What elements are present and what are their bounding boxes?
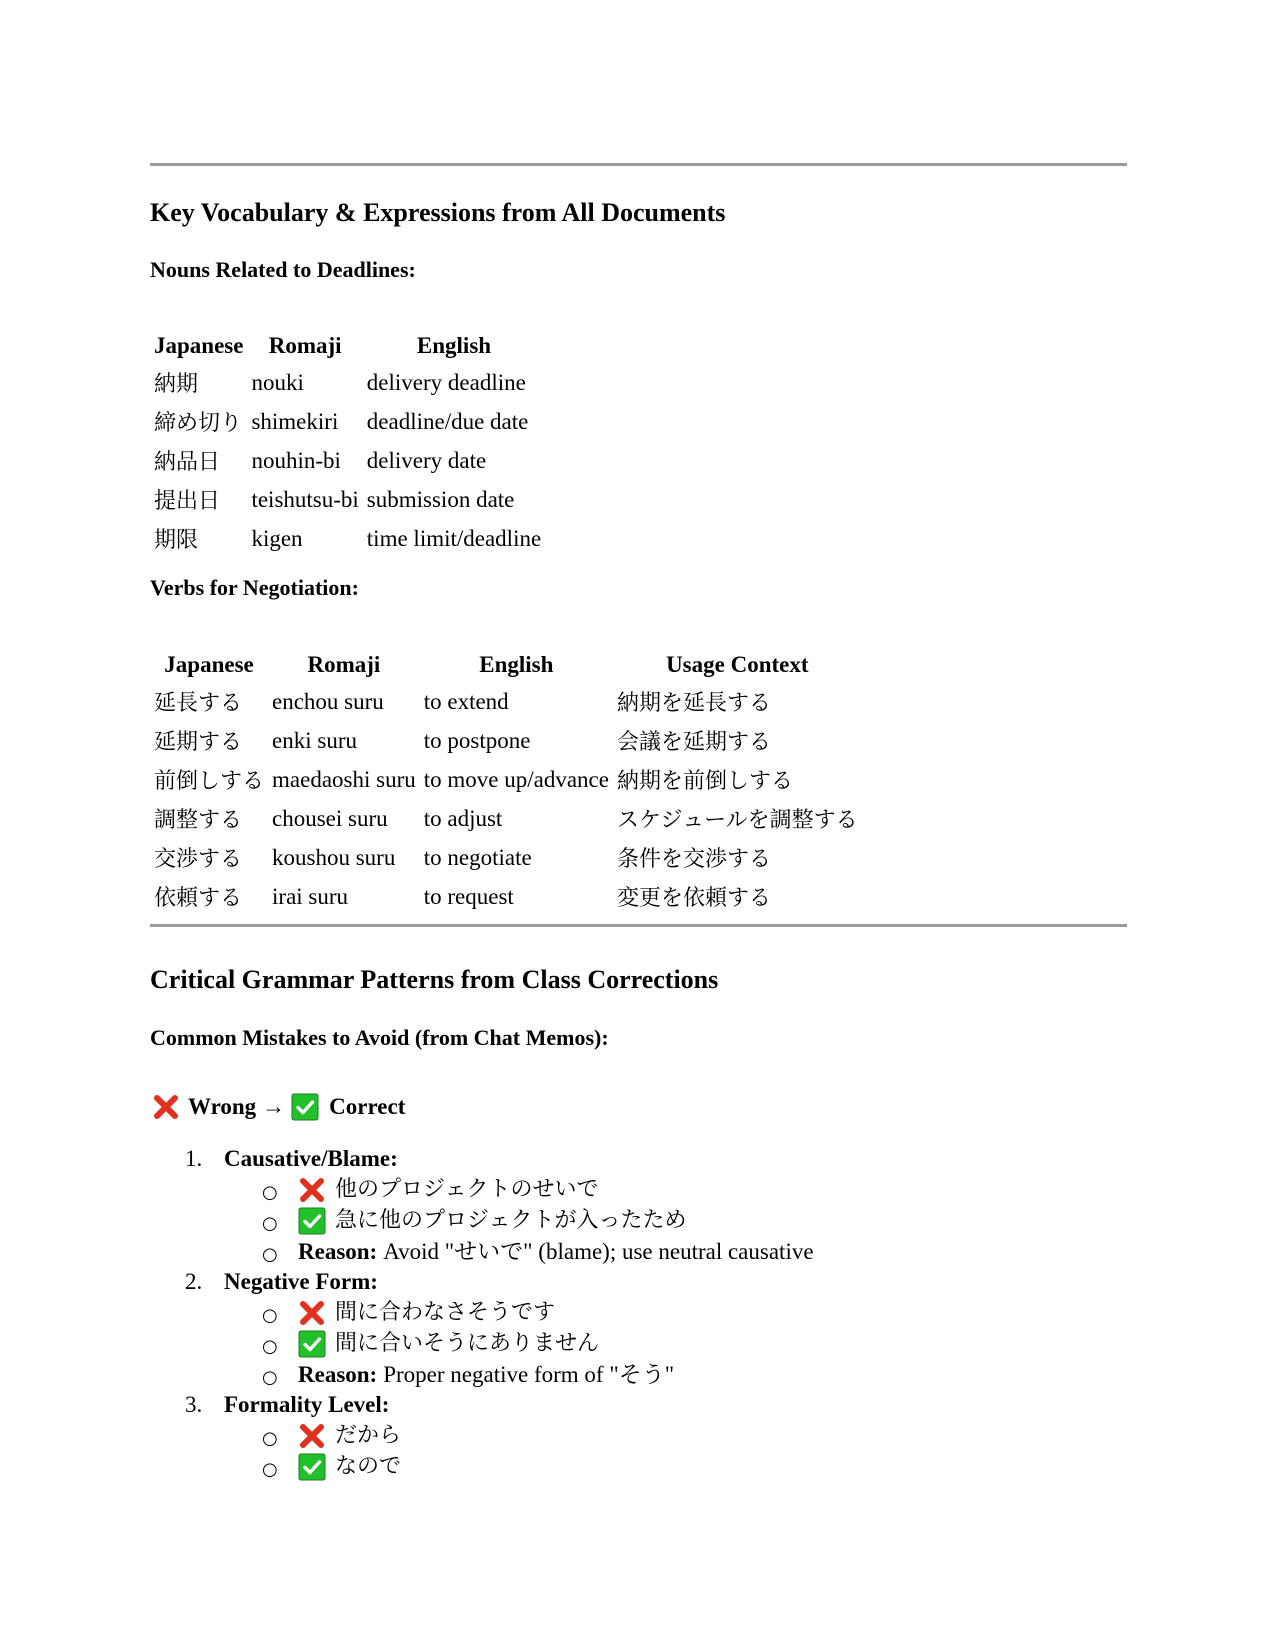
bullet-glyph: ○ — [262, 1305, 278, 1326]
japanese-cell: 延長する — [154, 691, 243, 716]
table-header-row — [150, 648, 862, 682]
usage-cell: 条件を交渉する — [616, 847, 771, 872]
pattern-examples — [224, 1174, 814, 1267]
japanese-cell: 納品日 — [154, 450, 221, 475]
table-header-row — [150, 329, 545, 363]
wrong-label: Wrong — [188, 1094, 257, 1119]
usage-cell: 納期を延長する — [616, 691, 771, 716]
bullet-glyph: ○ — [262, 1367, 278, 1388]
bullet-glyph: ○ — [262, 1182, 278, 1203]
wrong-example — [224, 1420, 814, 1451]
cross-mark-icon — [298, 1422, 326, 1450]
japanese-cell: 前倒しする — [154, 769, 265, 794]
usage-cell: スケジュールを調整する — [616, 808, 858, 833]
verbs-table — [150, 648, 862, 916]
romaji-cell: kigen — [251, 525, 303, 551]
bullet-glyph: ○ — [262, 1336, 278, 1357]
vocab-section-title: Key Vocabulary & Expressions from All Documents — [150, 198, 726, 227]
reason-text: Avoid "せいで" (blame); use neutral causative — [383, 1239, 814, 1264]
correct-example — [224, 1328, 814, 1359]
table-row — [150, 480, 545, 519]
romaji-cell: maedaoshi suru — [272, 766, 416, 792]
check-mark-icon — [298, 1453, 326, 1481]
column-header: Romaji — [307, 652, 381, 677]
cross-mark-icon — [298, 1299, 326, 1327]
japanese-cell: 調整する — [154, 808, 243, 833]
pattern-examples — [224, 1297, 814, 1390]
reason-item — [224, 1359, 814, 1390]
reason-text: Proper negative form of "そう" — [383, 1362, 675, 1387]
column-header: Japanese — [164, 652, 254, 677]
grammar-section-title: Critical Grammar Patterns from Class Corrections — [150, 965, 719, 994]
check-mark-icon — [298, 1330, 326, 1358]
romaji-cell: chousei suru — [272, 805, 388, 831]
english-cell: to move up/advance — [423, 766, 609, 792]
mistakes-subtitle: Common Mistakes to Avoid (from Chat Memos): — [150, 1025, 609, 1050]
pattern-number: 2. — [185, 1269, 203, 1294]
wrong-example — [224, 1297, 814, 1328]
arrow-glyph: → — [262, 1094, 286, 1119]
top-divider — [150, 163, 1127, 166]
english-cell: delivery date — [366, 447, 487, 473]
japanese-cell: 締め切り — [154, 411, 243, 436]
column-header: English — [479, 652, 554, 677]
middle-divider — [150, 924, 1127, 927]
japanese-cell: 提出日 — [154, 489, 221, 514]
pattern-item — [150, 1144, 814, 1267]
bullet-glyph: ○ — [262, 1213, 278, 1234]
cross-mark-icon — [298, 1176, 326, 1204]
pattern-title: Formality Level: — [224, 1392, 390, 1417]
table-row — [150, 519, 545, 558]
column-header: Japanese — [154, 333, 244, 358]
reason-label: Reason: — [298, 1362, 378, 1387]
correct-example — [224, 1205, 814, 1236]
table-row — [150, 799, 862, 838]
cross-mark-icon — [152, 1093, 180, 1121]
correct-text: 間に合いそうにありません — [335, 1331, 600, 1356]
wrong-example — [224, 1174, 814, 1205]
romaji-cell: enchou suru — [272, 688, 384, 714]
correct-label: Correct — [329, 1094, 406, 1119]
table-row — [150, 363, 545, 402]
nouns-subtitle: Nouns Related to Deadlines: — [150, 257, 416, 282]
english-cell: to extend — [423, 688, 509, 714]
table-row — [150, 441, 545, 480]
correct-text: なので — [335, 1454, 402, 1479]
table-row — [150, 682, 862, 721]
wrong-text: 間に合わなさそうです — [335, 1300, 556, 1325]
pattern-examples — [224, 1420, 814, 1482]
japanese-cell: 延期する — [154, 730, 243, 755]
column-header: Romaji — [268, 333, 342, 358]
grammar-patterns-list — [150, 1144, 814, 1482]
pattern-item — [150, 1267, 814, 1390]
table-row — [150, 877, 862, 916]
english-cell: to negotiate — [423, 844, 532, 870]
verbs-subtitle: Verbs for Negotiation: — [150, 575, 359, 600]
english-cell: to request — [423, 883, 514, 909]
english-cell: to adjust — [423, 805, 503, 831]
table-row — [150, 402, 545, 441]
check-mark-icon — [291, 1093, 319, 1121]
japanese-cell: 依頼する — [154, 886, 243, 911]
english-cell: submission date — [366, 486, 515, 512]
japanese-cell: 交渉する — [154, 847, 243, 872]
pattern-title: Negative Form: — [224, 1269, 378, 1294]
wrong-text: だから — [335, 1423, 402, 1448]
pattern-number: 1. — [185, 1146, 203, 1171]
reason-label: Reason: — [298, 1239, 378, 1264]
usage-cell: 納期を前倒しする — [616, 769, 793, 794]
pattern-item — [150, 1390, 814, 1482]
wrong-correct-legend — [152, 1093, 405, 1121]
romaji-cell: nouki — [251, 369, 304, 395]
english-cell: to postpone — [423, 727, 531, 753]
table-row — [150, 721, 862, 760]
bullet-glyph: ○ — [262, 1459, 278, 1480]
column-header: Usage Context — [666, 652, 809, 677]
english-cell: delivery deadline — [366, 369, 526, 395]
romaji-cell: shimekiri — [251, 408, 339, 434]
nouns-table — [150, 329, 545, 558]
english-cell: time limit/deadline — [366, 525, 542, 551]
table-row — [150, 838, 862, 877]
correct-text: 急に他のプロジェクトが入ったため — [335, 1208, 687, 1233]
romaji-cell: nouhin-bi — [251, 447, 341, 473]
english-cell: deadline/due date — [366, 408, 529, 434]
romaji-cell: irai suru — [272, 883, 349, 909]
check-mark-icon — [298, 1207, 326, 1235]
romaji-cell: teishutsu-bi — [251, 486, 359, 512]
usage-cell: 会議を延期する — [616, 730, 771, 755]
japanese-cell: 期限 — [154, 528, 199, 553]
correct-example — [224, 1451, 814, 1482]
romaji-cell: koushou suru — [272, 844, 396, 870]
table-row — [150, 760, 862, 799]
bullet-glyph: ○ — [262, 1428, 278, 1449]
reason-item — [224, 1236, 814, 1267]
pattern-number: 3. — [185, 1392, 203, 1417]
usage-cell: 変更を依頼する — [616, 886, 771, 911]
bullet-glyph: ○ — [262, 1244, 278, 1265]
column-header: English — [416, 333, 492, 358]
japanese-cell: 納期 — [154, 372, 199, 397]
wrong-text: 他のプロジェクトのせいで — [335, 1177, 599, 1202]
romaji-cell: enki suru — [272, 727, 357, 753]
pattern-title: Causative/Blame: — [224, 1146, 398, 1171]
